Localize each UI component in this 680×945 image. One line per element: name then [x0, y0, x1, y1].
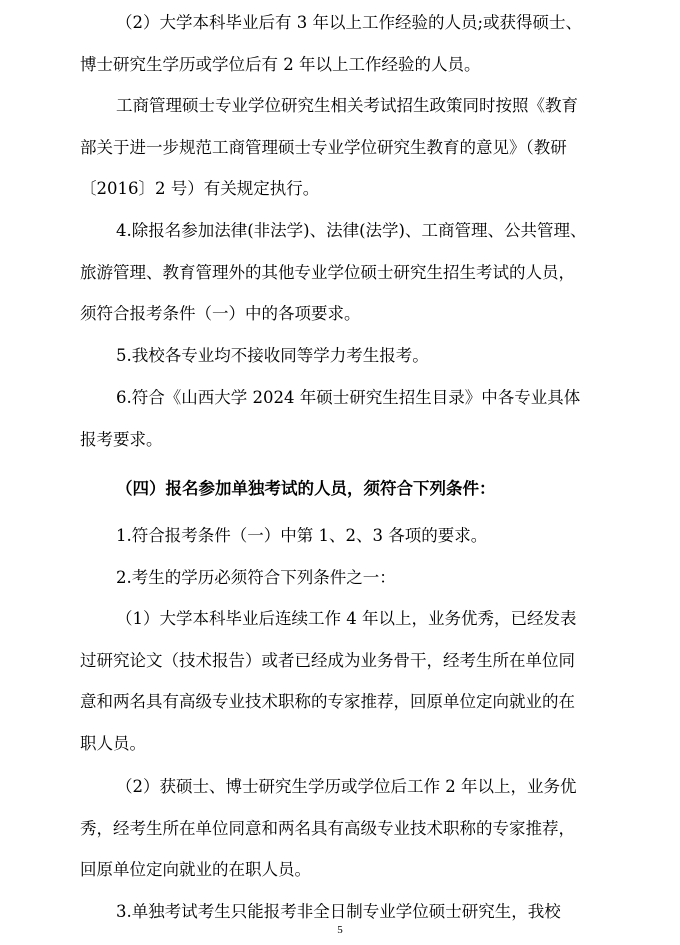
page-number: 5 — [337, 924, 343, 936]
text-line: 回原单位定向就业的在职人员。 — [80, 860, 311, 879]
text-line: （2）大学本科毕业后有 3 年以上工作经验的人员;或获得硕士、 — [116, 13, 583, 32]
heading-line: （四）报名参加单独考试的人员，须符合下列条件： — [116, 479, 496, 498]
paragraph-mba-policy — [80, 85, 632, 210]
text-line: 4.除报名参加法律(非法学)、法律(法学)、工商管理、公共管理、 — [116, 221, 587, 240]
text-line: 5.我校各专业均不接收同等学力考生报考。 — [116, 346, 429, 365]
text-line: 〔2016〕2 号）有关规定执行。 — [80, 179, 320, 198]
paragraph-item-6 — [80, 377, 632, 460]
paragraph-exam-item-1 — [80, 515, 632, 557]
paragraph-exam-condition-2 — [80, 766, 632, 891]
paragraph-item-5 — [80, 335, 632, 377]
paragraph-item-4 — [80, 210, 632, 335]
text-line: 意和两名具有高级专业技术职称的专家推荐，回原单位定向就业的在 — [80, 692, 575, 711]
text-line: 过研究论文（技术报告）或者已经成为业务骨干，经考生所在单位同 — [80, 650, 575, 670]
text-line: （2）获硕士、博士研究生学历或学位后工作 2 年以上，业务优 — [116, 777, 577, 796]
paragraph-exam-condition-1 — [80, 598, 632, 764]
text-line: 1.符合报考条件（一）中第 1、2、3 各项的要求。 — [116, 526, 488, 545]
text-line: 2.考生的学历必须符合下列条件之一： — [116, 568, 396, 587]
text-line: 秀，经考生所在单位同意和两名具有高级专业技术职称的专家推荐， — [80, 818, 575, 838]
text-line: 3.单独考试考生只能报考非全日制专业学位硕士研究生，我校 — [116, 902, 561, 921]
text-line: 职人员。 — [80, 733, 146, 753]
paragraph-exam-item-2 — [80, 557, 632, 599]
section-heading-4 — [80, 468, 632, 510]
text-line: 6.符合《山西大学 2024 年硕士研究生招生目录》中各专业具体 — [116, 388, 581, 407]
text-line: （1）大学本科毕业后连续工作 4 年以上，业务优秀，已经发表 — [116, 609, 577, 628]
paragraph-condition-2 — [80, 2, 632, 85]
text-line: 工商管理硕士专业学位研究生相关考试招生政策同时按照《教育 — [116, 96, 578, 115]
text-line: 报考要求。 — [80, 429, 163, 449]
text-line: 博士研究生学历或学位后有 2 年以上工作经验的人员。 — [80, 54, 481, 74]
text-line: 旅游管理、教育管理外的其他专业学位硕士研究生招生考试的人员， — [80, 262, 575, 282]
text-line: 须符合报考条件（一）中的各项要求。 — [80, 304, 361, 323]
text-line: 部关于进一步规范工商管理硕士专业学位研究生教育的意见》（教研 — [80, 137, 567, 157]
